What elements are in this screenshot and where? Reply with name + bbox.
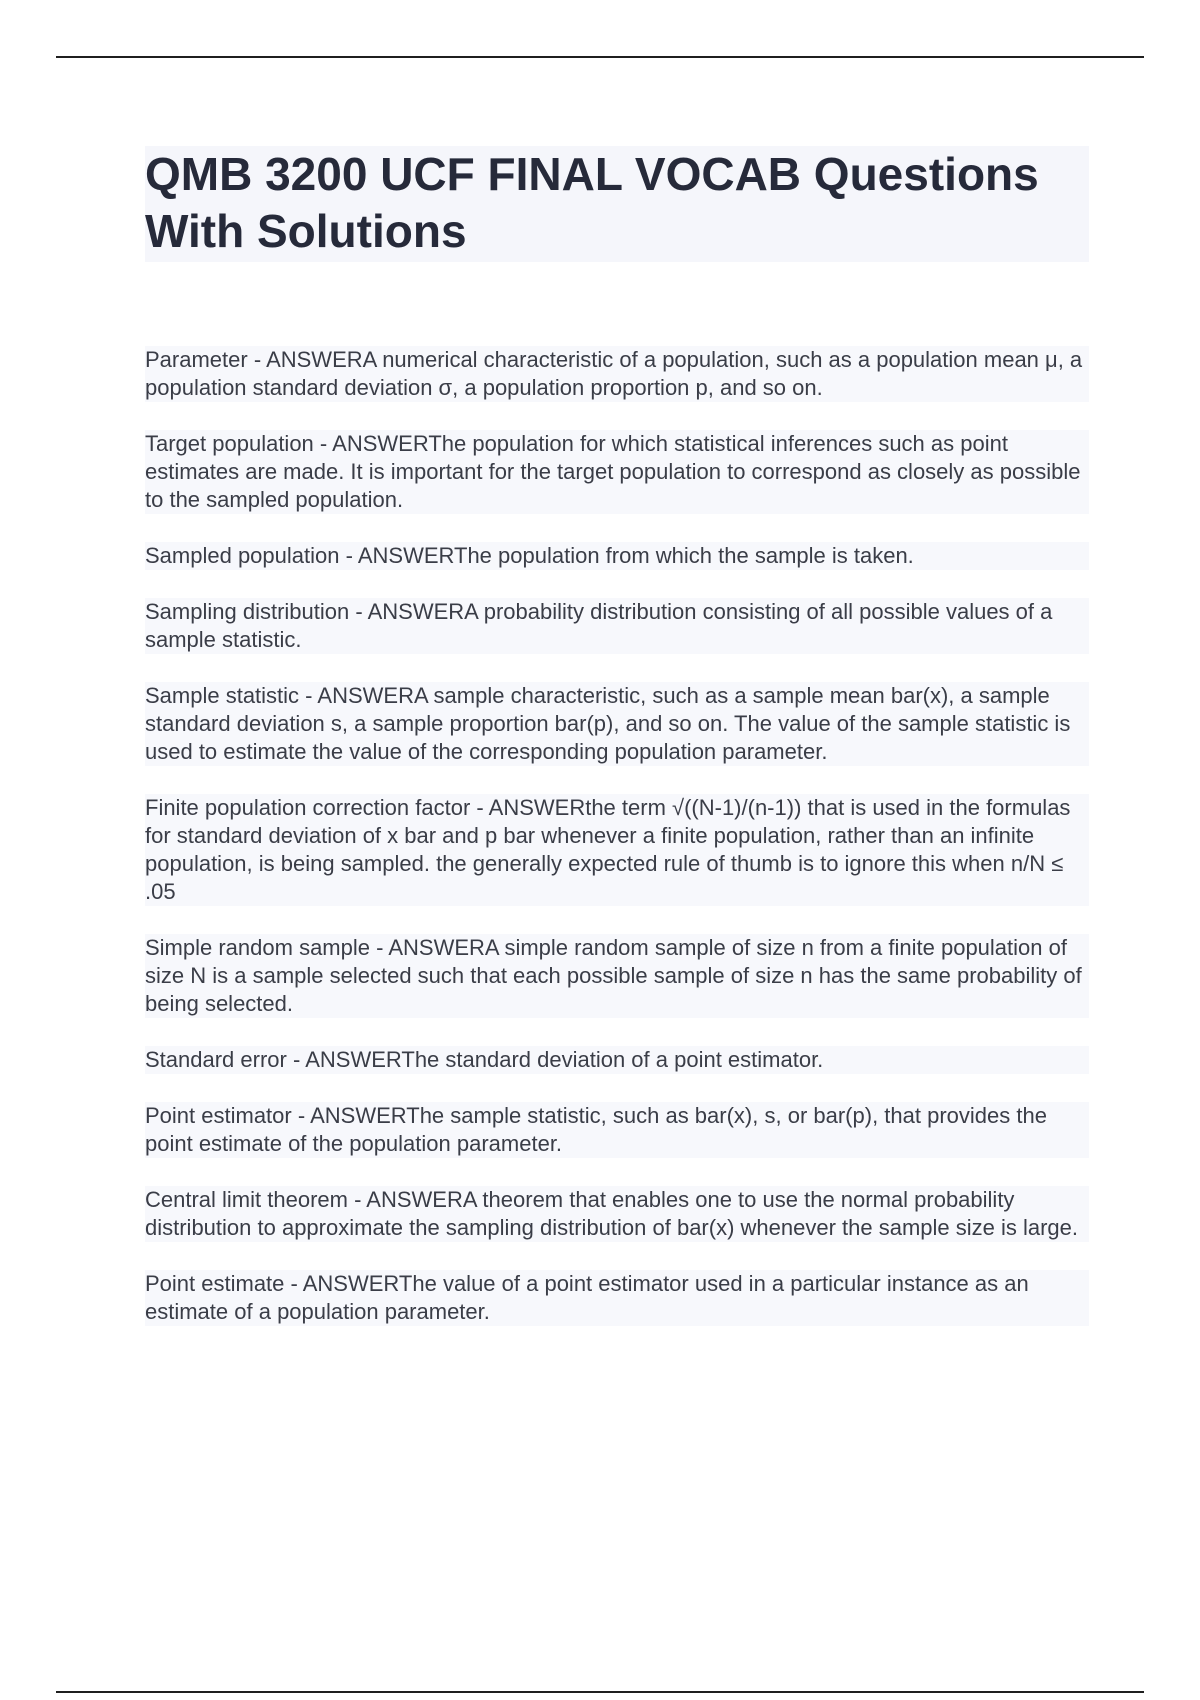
title-block [145,146,1089,262]
answer-marker: ANSWER [366,1187,463,1212]
term-separator: - [247,347,267,372]
term-separator: - [470,795,489,820]
answer-marker: ANSWER [266,347,363,372]
vocab-definition: The sample statistic, such as bar(x), s, or bar(p), that provides the point estimate of the population parameter. [145,1103,1047,1156]
answer-marker: ANSWER [302,1271,399,1296]
vocab-definition: A probability distribution consisting of all possible values of a sample statistic. [145,599,1053,652]
vocab-term: Point estimator [145,1103,292,1128]
document-body [145,146,1089,1354]
vocab-definition: the term √((N-1)/(n-1)) that is used in the formulas for standard deviation of x bar and p bar whenever a finite population, rather than an infinite population, is being sampled. the generally expected rule of thumb is to ignore this when n/N ≤ .05 [145,795,1071,904]
term-separator: - [349,599,368,624]
vocab-entry [145,542,1089,570]
vocab-definition: The standard deviation of a point estimator. [401,1047,824,1072]
vocab-entry [145,1046,1089,1074]
vocab-definition: The population for which statistical inferences such as point estimates are made. It is important for the target population to correspond as closely as possible to the sampled population. [145,431,1081,512]
term-separator: - [347,1187,367,1212]
vocab-term: Simple random sample [145,935,370,960]
vocab-term: Sampling distribution [145,599,350,624]
answer-marker: ANSWER [367,599,465,624]
vocab-term: Target population [145,431,314,456]
answer-marker: ANSWER [357,543,454,568]
vocab-definition: A numerical characteristic of a population, such as a population mean μ, a population standard deviation σ, a population proportion p, and so on. [145,347,1083,400]
term-separator: - [369,935,389,960]
vocab-entry [145,598,1089,654]
answer-marker: ANSWER [488,795,586,820]
term-separator: - [313,431,333,456]
vocab-term: Sample statistic [145,683,300,708]
vocab-entry [145,794,1089,906]
answer-marker: ANSWER [305,1047,402,1072]
term-separator: - [286,1047,306,1072]
vocab-definition: A theorem that enables one to use the normal probability distribution to approximate the sampling distribution of bar(x) whenever the sample size is large. [145,1187,1079,1240]
vocab-term: Point estimate [145,1271,285,1296]
vocab-term: Parameter [145,347,248,372]
vocab-entry [145,1270,1089,1326]
vocab-definition: A sample characteristic, such as a sample mean bar(x), a sample standard deviation s, a sample proportion bar(p), and so on. The value of the sample statistic is used to estimate the value of the corresponding population parameter. [145,683,1071,764]
vocab-term: Finite population correction factor [145,795,471,820]
term-separator: - [339,543,358,568]
vocab-entry [145,430,1089,514]
vocab-list [145,346,1089,1326]
bottom-rule [56,1691,1144,1693]
vocab-entry [145,682,1089,766]
vocab-definition: A simple random sample of size n from a finite population of size N is a sample selected such that each possible sample of size n has the same probability of being selected. [145,935,1082,1016]
vocab-entry [145,934,1089,1018]
vocab-entry [145,346,1089,402]
page-title: QMB 3200 UCF FINAL VOCAB Questions With Solutions [145,148,1039,257]
vocab-entry [145,1186,1089,1242]
vocab-definition: The population from which the sample is taken. [454,543,914,568]
vocab-definition: The value of a point estimator used in a particular instance as an estimate of a population parameter. [145,1271,1029,1324]
vocab-term: Standard error [145,1047,287,1072]
top-rule [56,56,1144,58]
vocab-term: Sampled population [145,543,340,568]
term-separator: - [299,683,318,708]
answer-marker: ANSWER [332,431,429,456]
vocab-term: Central limit theorem [145,1187,348,1212]
answer-marker: ANSWER [388,935,485,960]
term-separator: - [284,1271,303,1296]
term-separator: - [291,1103,311,1128]
answer-marker: ANSWER [317,683,414,708]
vocab-entry [145,1102,1089,1158]
answer-marker: ANSWER [310,1103,407,1128]
